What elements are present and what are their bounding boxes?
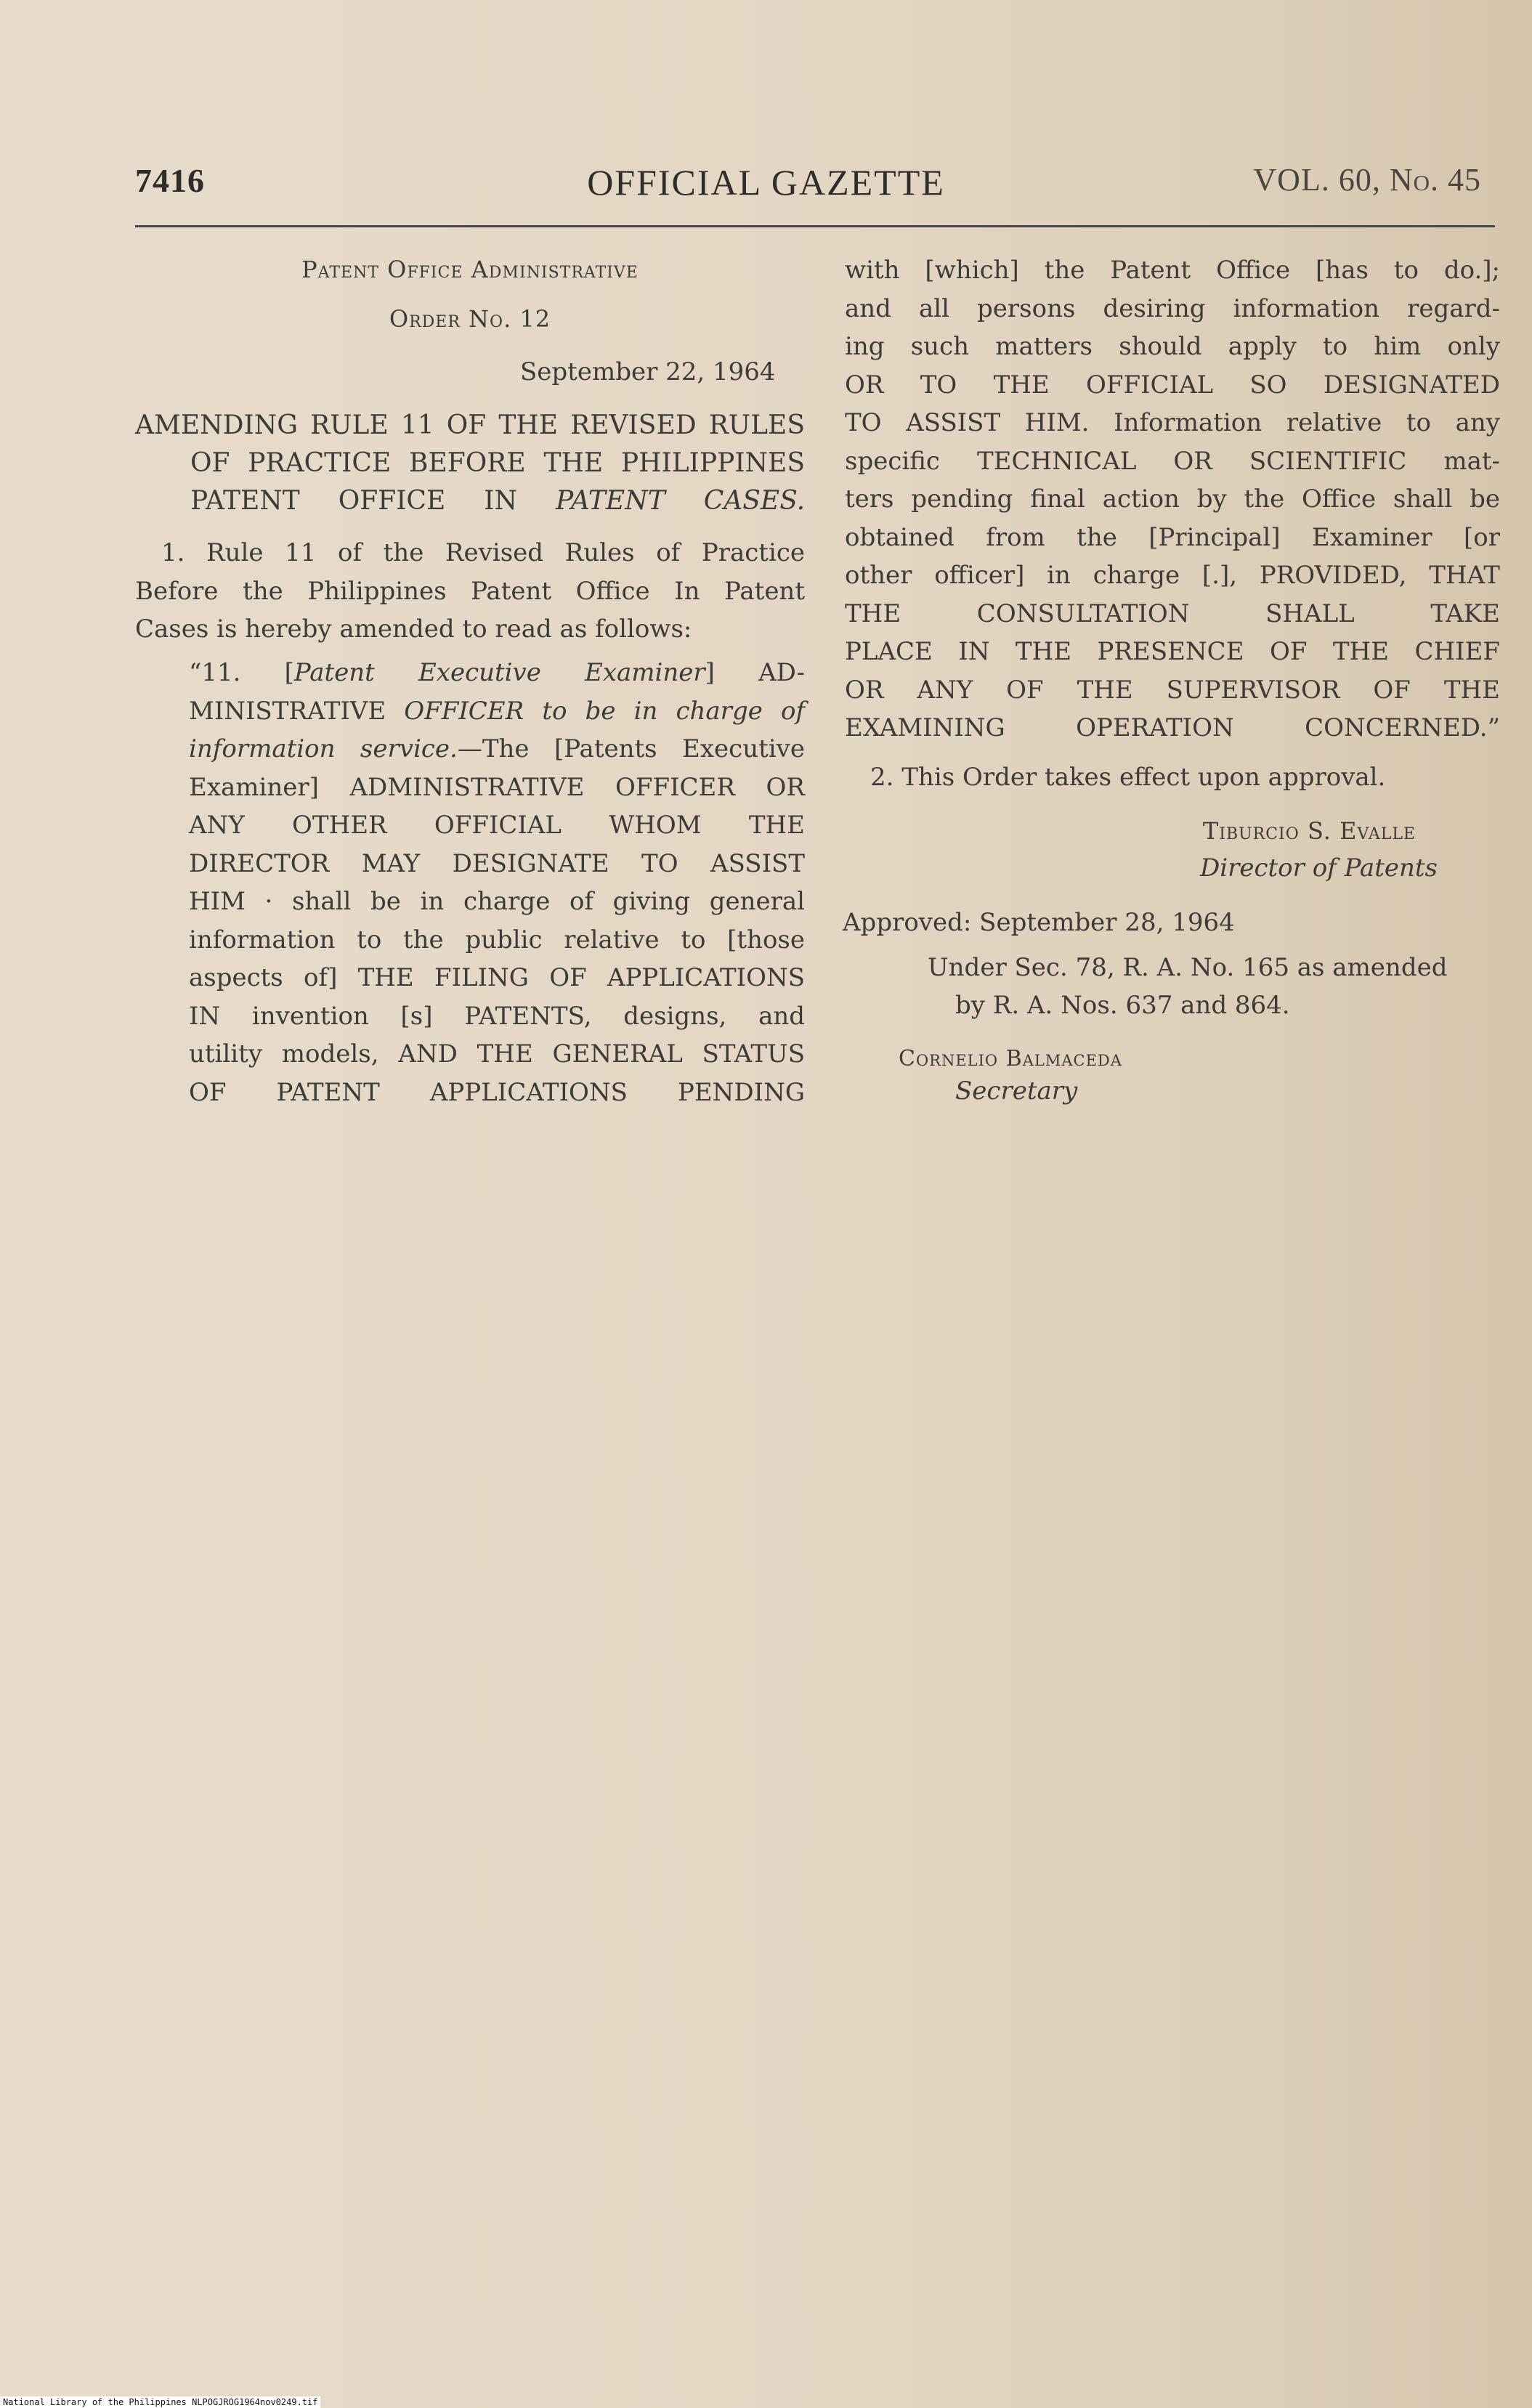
quote-line-6: DIRECTOR MAY DESIGNATE TO ASSIST [189, 848, 805, 878]
secretary-title: Secretary [955, 1077, 1078, 1106]
right-line-5: TO ASSIST HIM. Information relative to any [845, 408, 1500, 437]
heading-line-3-text: PATENT OFFICE IN [190, 486, 517, 516]
heading-line-3-italic: PATENT CASES. [555, 486, 806, 516]
scan-footer: National Library of the Philippines NLPOGJROG1964nov0249.tif [0, 2396, 320, 2408]
right-line-12: OR ANY OF THE SUPERVISOR OF THE [845, 675, 1500, 705]
signatory-name: Tiburcio S. Evalle [1202, 817, 1416, 845]
volume-number: VOL. 60, No. 45 [1253, 162, 1481, 198]
right-line-11: PLACE IN THE PRESENCE OF THE CHIEF [845, 637, 1500, 666]
amended-rule-quote [189, 654, 805, 1111]
quote-line-1 [189, 654, 805, 692]
quote-info-service: information service. [189, 734, 458, 763]
order-number: Order No. 12 [389, 305, 551, 333]
under-sec-line-1: Under Sec. 78, R. A. No. 165 as amended [928, 953, 1448, 982]
quote-ministrative: MINISTRATIVE [189, 696, 405, 726]
right-line-6: specific TECHNICAL OR SCIENTIFIC mat- [845, 446, 1500, 476]
right-line-9: other officer] in charge [.], PROVIDED, THAT [845, 561, 1500, 590]
quote-line-12: OF PATENT APPLICATIONS PENDING [189, 1077, 805, 1107]
right-line-8: obtained from the [Principal] Examiner [or [845, 522, 1500, 552]
right-line-3: ing such matters should apply to him only [845, 332, 1500, 361]
quote-open: “11. [ [189, 658, 294, 687]
quote-struck-title: Patent Executive Examiner [293, 658, 705, 687]
signatory-title: Director of Patents [1199, 854, 1438, 883]
paragraph-2: 2. This Order takes effect upon approval. [870, 763, 1386, 792]
heading-line-2: OF PRACTICE BEFORE THE PHILIPPINES [190, 448, 805, 478]
quote-line-10: IN invention [s] PATENTS, designs, and [189, 1001, 805, 1031]
quote-line-8: information to the public relative to [those [189, 925, 805, 954]
quote-line-4: Examiner] ADMINISTRATIVE OFFICER OR [189, 772, 805, 802]
right-column-continuation [845, 251, 1500, 747]
para1-line-2: Before the Philippines Patent Office In Patent [135, 576, 805, 606]
right-line-13: EXAMINING OPERATION CONCERNED.” [845, 713, 1500, 742]
quote-line-2 [189, 692, 805, 731]
right-line-2: and all persons desiring information regard- [845, 293, 1500, 323]
quote-line-11: utility models, AND THE GENERAL STATUS [189, 1039, 805, 1069]
quote-line-3 [189, 730, 805, 769]
heading-line-3 [135, 482, 805, 520]
amendment-heading [135, 407, 805, 520]
para1-line-3: Cases is hereby amended to read as follows: [135, 615, 692, 644]
paragraph-1 [135, 534, 805, 649]
quote-patents-exec: —The [Patents Executive [457, 734, 805, 763]
right-line-4: OR TO THE OFFICIAL SO DESIGNATED [845, 370, 1500, 400]
right-line-7: ters pending final action by the Office shall be [845, 485, 1500, 514]
approval-date: Approved: September 28, 1964 [843, 908, 1235, 937]
right-line-1: with [which] the Patent Office [has to do.]; [845, 256, 1500, 285]
page-number: 7416 [135, 162, 205, 199]
order-date: September 22, 1964 [520, 357, 776, 386]
para1-line-1: 1. Rule 11 of the Revised Rules of Practice [161, 538, 805, 567]
secretary-name: Cornelio Balmaceda [899, 1046, 1122, 1071]
right-line-10: THE CONSULTATION SHALL TAKE [845, 599, 1500, 628]
quote-line-9: aspects of] THE FILING OF APPLICATIONS [189, 963, 805, 992]
heading-line-1: AMENDING RULE 11 OF THE REVISED RULES [135, 410, 805, 440]
quote-officer-charge: OFFICER to be in charge of [404, 696, 805, 726]
under-sec-line-2: by R. A. Nos. 637 and 864. [955, 991, 1290, 1020]
quote-ad: ] AD- [705, 658, 806, 687]
quote-line-7: HIM · shall be in charge of giving general [189, 887, 805, 916]
header-rule [135, 225, 1495, 227]
quote-line-5: ANY OTHER OFFICIAL WHOM THE [189, 811, 805, 840]
order-title: Patent Office Administrative [301, 256, 639, 283]
publication-title: OFFICIAL GAZETTE [587, 162, 945, 203]
